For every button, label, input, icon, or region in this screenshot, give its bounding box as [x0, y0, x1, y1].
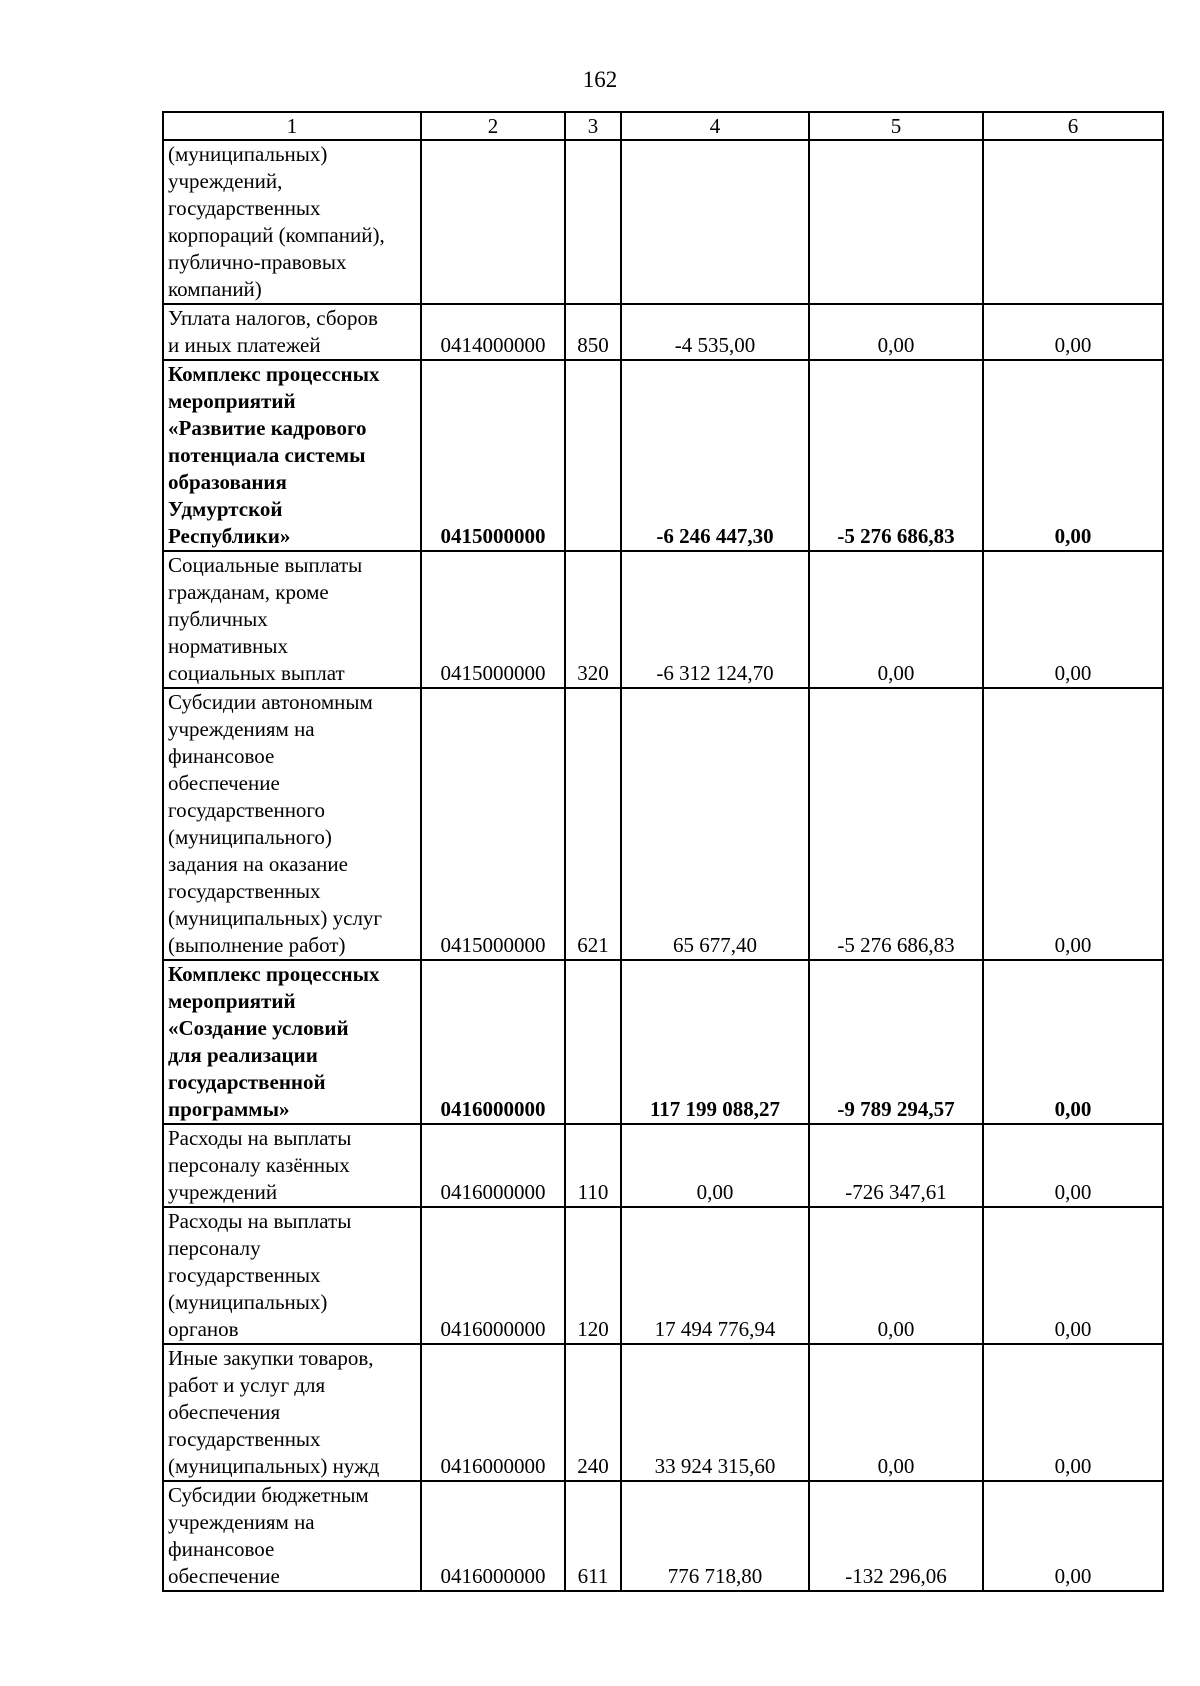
- row-code-cell: [421, 140, 565, 304]
- row-name-cell: Комплекс процессных мероприятий «Создание условий для реализации государственной программы»: [163, 960, 421, 1124]
- row-value-col4-cell: 17 494 776,94: [621, 1207, 809, 1344]
- column-header: 3: [565, 112, 621, 140]
- table-row: [163, 1344, 1163, 1481]
- row-type-cell: [565, 960, 621, 1124]
- table-row: [163, 1124, 1163, 1207]
- column-header: 6: [983, 112, 1163, 140]
- row-code-cell: 0416000000: [421, 1481, 565, 1591]
- row-type-cell: [565, 140, 621, 304]
- row-value-col5-cell: -132 296,06: [809, 1481, 983, 1591]
- row-value-col5-cell: 0,00: [809, 304, 983, 360]
- row-type-cell: 120: [565, 1207, 621, 1344]
- row-code-cell: 0415000000: [421, 688, 565, 960]
- column-header: 4: [621, 112, 809, 140]
- table-row: [163, 551, 1163, 688]
- table-row: [163, 960, 1163, 1124]
- row-name-cell: Субсидии автономным учреждениям на финансовое обеспечение государственного (муниципального) задания на оказание государственных (муниципальных) услуг (выполнение работ): [163, 688, 421, 960]
- column-header: 1: [163, 112, 421, 140]
- row-value-col4-cell: 33 924 315,60: [621, 1344, 809, 1481]
- row-value-col5-cell: -9 789 294,57: [809, 960, 983, 1124]
- row-type-cell: 240: [565, 1344, 621, 1481]
- row-value-col6-cell: [983, 140, 1163, 304]
- row-code-cell: 0415000000: [421, 360, 565, 551]
- row-name-cell: Субсидии бюджетным учреждениям на финансовое обеспечение: [163, 1481, 421, 1591]
- row-type-cell: 850: [565, 304, 621, 360]
- row-value-col4-cell: 65 677,40: [621, 688, 809, 960]
- row-name-cell: Расходы на выплаты персоналу казённых учреждений: [163, 1124, 421, 1207]
- row-value-col6-cell: 0,00: [983, 1481, 1163, 1591]
- row-code-cell: 0415000000: [421, 551, 565, 688]
- row-value-col4-cell: -4 535,00: [621, 304, 809, 360]
- row-value-col6-cell: 0,00: [983, 304, 1163, 360]
- row-value-col6-cell: 0,00: [983, 1344, 1163, 1481]
- row-name-cell: Социальные выплаты гражданам, кроме публичных нормативных социальных выплат: [163, 551, 421, 688]
- page-number: 162: [582, 67, 618, 92]
- table-row: [163, 140, 1163, 304]
- row-value-col6-cell: 0,00: [983, 1207, 1163, 1344]
- row-value-col5-cell: 0,00: [809, 551, 983, 688]
- row-value-col5-cell: 0,00: [809, 1344, 983, 1481]
- row-type-cell: 611: [565, 1481, 621, 1591]
- row-value-col4-cell: -6 312 124,70: [621, 551, 809, 688]
- table-row: [163, 360, 1163, 551]
- row-code-cell: 0414000000: [421, 304, 565, 360]
- table-row: [163, 1207, 1163, 1344]
- row-value-col6-cell: 0,00: [983, 551, 1163, 688]
- row-value-col5-cell: -5 276 686,83: [809, 360, 983, 551]
- row-value-col4-cell: 0,00: [621, 1124, 809, 1207]
- row-value-col4-cell: 117 199 088,27: [621, 960, 809, 1124]
- row-value-col5-cell: -726 347,61: [809, 1124, 983, 1207]
- row-type-cell: 320: [565, 551, 621, 688]
- row-value-col6-cell: 0,00: [983, 1124, 1163, 1207]
- row-code-cell: 0416000000: [421, 960, 565, 1124]
- budget-table: [162, 111, 1164, 1592]
- row-name-cell: Расходы на выплаты персоналу государственных (муниципальных) органов: [163, 1207, 421, 1344]
- row-value-col6-cell: 0,00: [983, 688, 1163, 960]
- row-value-col5-cell: -5 276 686,83: [809, 688, 983, 960]
- row-value-col5-cell: [809, 140, 983, 304]
- row-type-cell: [565, 360, 621, 551]
- table-header-row: [163, 112, 1163, 140]
- row-value-col5-cell: 0,00: [809, 1207, 983, 1344]
- row-name-cell: Уплата налогов, сборов и иных платежей: [163, 304, 421, 360]
- row-value-col6-cell: 0,00: [983, 960, 1163, 1124]
- row-code-cell: 0416000000: [421, 1207, 565, 1344]
- column-header: 2: [421, 112, 565, 140]
- table-body: [163, 140, 1163, 1591]
- row-type-cell: 621: [565, 688, 621, 960]
- column-header: 5: [809, 112, 983, 140]
- row-value-col4-cell: [621, 140, 809, 304]
- row-code-cell: 0416000000: [421, 1344, 565, 1481]
- row-name-cell: Комплекс процессных мероприятий «Развитие кадрового потенциала системы образования Удмуртской Республики»: [163, 360, 421, 551]
- row-type-cell: 110: [565, 1124, 621, 1207]
- row-name-cell: Иные закупки товаров, работ и услуг для обеспечения государственных (муниципальных) нужд: [163, 1344, 421, 1481]
- row-code-cell: 0416000000: [421, 1124, 565, 1207]
- row-value-col6-cell: 0,00: [983, 360, 1163, 551]
- row-name-cell: (муниципальных) учреждений, государственных корпораций (компаний), публично-правовых компаний): [163, 140, 421, 304]
- row-value-col4-cell: 776 718,80: [621, 1481, 809, 1591]
- table-row: [163, 688, 1163, 960]
- table-row: [163, 304, 1163, 360]
- table-row: [163, 1481, 1163, 1591]
- row-value-col4-cell: -6 246 447,30: [621, 360, 809, 551]
